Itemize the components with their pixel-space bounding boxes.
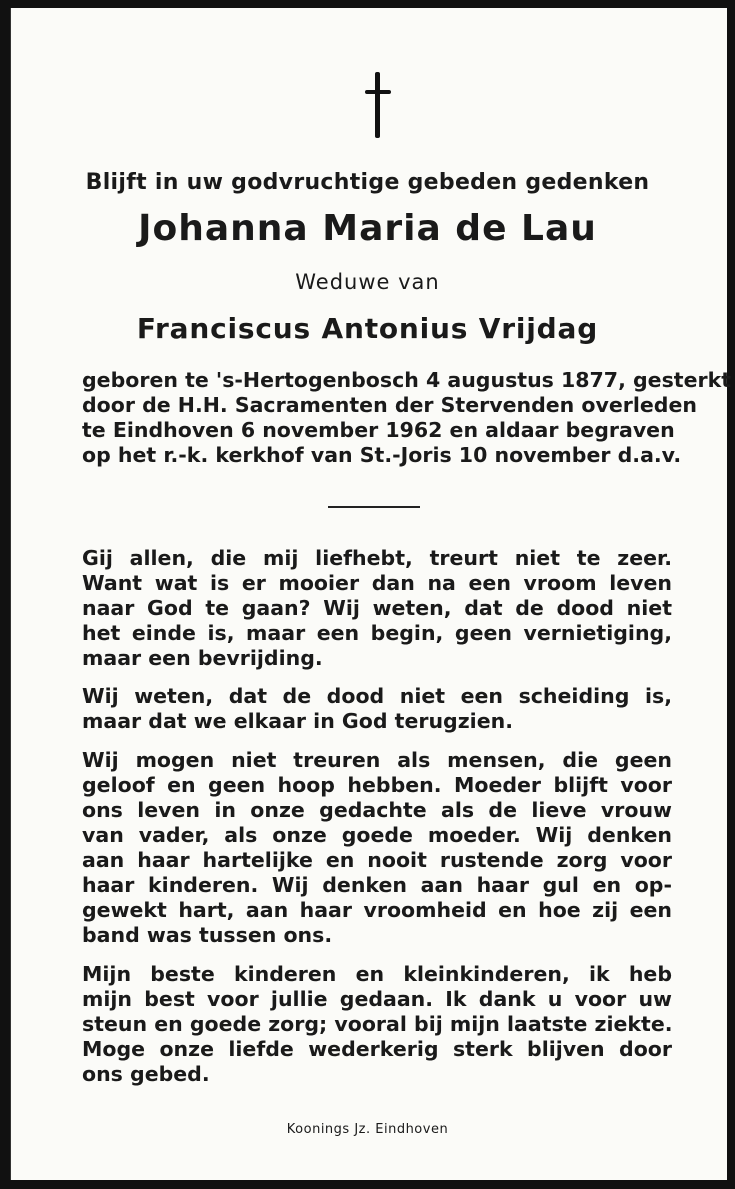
text-line: Want wat is er mooier dan na een vroom leven [82,571,672,595]
widow-of-label: Weduwe van [295,270,440,294]
text-line: Wij mogen niet treuren als mensen, die geen [82,748,672,772]
text-line: band was tussen ons. [82,923,333,947]
text-line: Mijn beste kinderen en kleinkinderen, ik heb [82,962,672,986]
text-line: Moge onze liefde wederkerig sterk blijven door [82,1037,672,1061]
text-line: ons leven in onze gedachte als de lieve vrouw [82,798,672,822]
biography [82,368,732,468]
intro-text: Blijft in uw godvruchtige gebeden gedenken [85,170,650,195]
bio-line: door de H.H. Sacramenten der Stervenden overleden [82,393,697,417]
text-line: van vader, als onze goede moeder. Wij denken [82,823,672,847]
cross-icon [365,72,391,138]
text-line: mijn best voor jullie gedaan. Ik dank u voor uw [82,987,672,1011]
paragraph-4 [82,962,672,1087]
text-line: Gij allen, die mij liefhebt, treurt niet te zeer. [82,546,672,570]
bio-line: te Eindhoven 6 november 1962 en aldaar begraven [82,418,675,442]
husband-name: Franciscus Antonius Vrijdag [136,312,599,345]
bio-line: geboren te 's-Hertogenbosch 4 augustus 1877, gesterkt [82,368,732,392]
paragraph-2 [82,684,672,734]
text-line: maar een bevrijding. [82,646,323,670]
text-line: ons gebed. [82,1062,210,1086]
text-line: geloof en geen hoop hebben. Moeder blijft voor [82,773,672,797]
text-line: haar kinderen. Wij denken aan haar gul en op- [82,873,672,897]
deceased-name: Johanna Maria de Lau [138,208,597,249]
divider [328,506,420,508]
text-line: steun en goede zorg; vooral bij mijn laatste ziekte. [82,1012,673,1036]
text-line: Wij weten, dat de dood niet een scheiding is, [82,684,672,708]
text-line: gewekt hart, aan haar vroomheid en hoe zij een [82,898,672,922]
text-line: maar dat we elkaar in God terugzien. [82,709,513,733]
text-line: het einde is, maar een begin, geen vernietiging, [82,621,672,645]
paragraph-3 [82,748,672,948]
paragraph-1 [82,546,672,671]
printer-credit: Koonings Jz. Eindhoven [286,1122,449,1137]
bio-line: op het r.-k. kerkhof van St.-Joris 10 november d.a.v. [82,443,682,467]
text-line: naar God te gaan? Wij weten, dat de dood niet [82,596,672,620]
text-line: aan haar hartelijke en nooit rustende zorg voor [82,848,672,872]
